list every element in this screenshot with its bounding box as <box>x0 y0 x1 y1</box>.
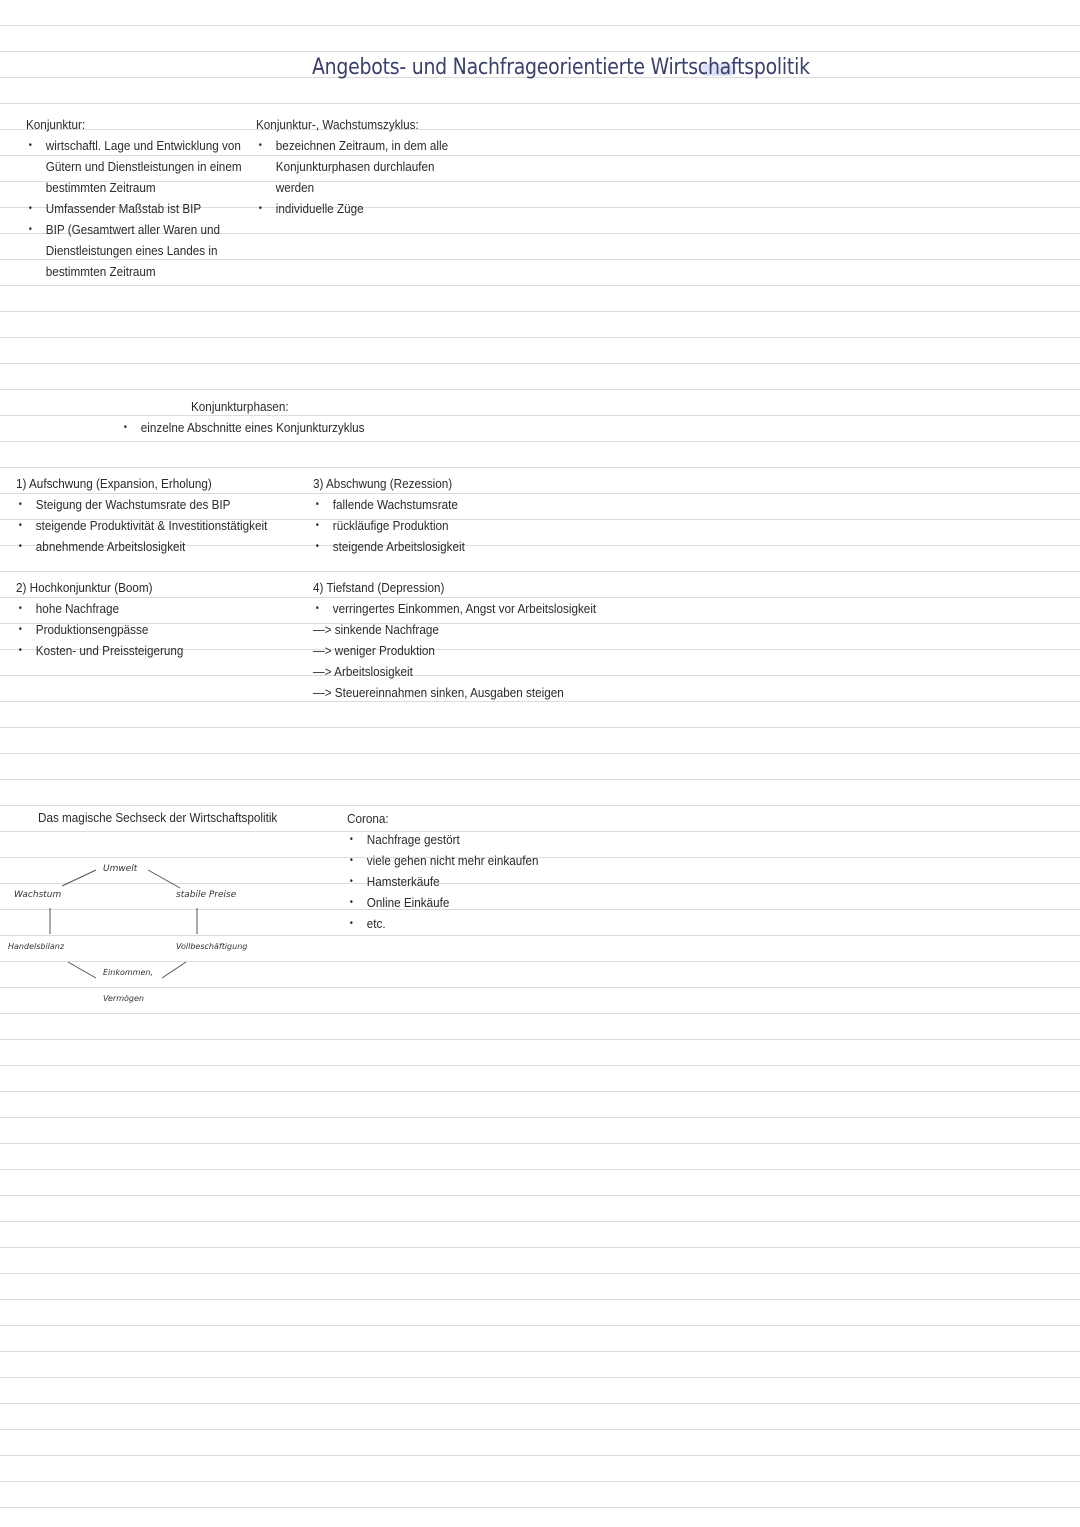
hex-vollbeschaeftigung: Vollbeschäftigung <box>176 942 248 951</box>
hex-edge <box>62 870 96 886</box>
aufschwung-heading: 1) Aufschwung (Expansion, Erholung) <box>16 476 212 491</box>
tiefstand-arrow-item: —> weniger Produktion <box>313 643 435 658</box>
corona-bullet: • viele gehen nicht mehr einkaufen <box>347 850 539 871</box>
abschwung-bullet: • fallende Wachstumsrate <box>313 494 465 515</box>
aufschwung-bullet: • steigende Produktivität & Investitionstätigkeit <box>16 515 267 536</box>
hex-umwelt: Umwelt <box>103 864 138 874</box>
hex-handelsbilanz: Handelsbilanz <box>8 942 65 951</box>
konjunktur-bullet: • BIP (Gesamtwert aller Waren und Dienstleistungen eines Landes in bestimmten Zeitraum <box>26 219 242 282</box>
corona-bullet: • Nachfrage gestört <box>347 829 539 850</box>
tiefstand-arrow-item: —> Arbeitslosigkeit <box>313 664 413 679</box>
zyklus-bullet: • individuelle Züge <box>256 198 448 219</box>
tiefstand-arrow-item: —> sinkende Nachfrage <box>313 622 439 637</box>
zyklus-section <box>256 114 448 219</box>
hex-stabile-preise: stabile Preise <box>176 890 237 900</box>
corona-section <box>347 808 539 934</box>
hex-edge <box>68 962 96 978</box>
page-title: Angebots- und Nachfrageorientierte Wirtschaftspolitik <box>312 55 810 80</box>
abschwung-heading: 3) Abschwung (Rezession) <box>313 476 453 491</box>
abschwung-section <box>313 473 465 557</box>
konjunktur-heading: Konjunktur: <box>26 117 86 132</box>
phasen-bullet: • einzelne Abschnitte eines Konjunkturzyklus <box>121 417 365 438</box>
konjunktur-bullet: • wirtschaftl. Lage und Entwicklung von Gütern und Dienstleistungen in einem bestimmten Zeitraum <box>26 135 242 198</box>
tiefstand-arrow-item: —> Steuereinnahmen sinken, Ausgaben steigen <box>313 685 564 700</box>
boom-bullet: • hohe Nachfrage <box>16 598 183 619</box>
boom-heading: 2) Hochkonjunktur (Boom) <box>16 580 153 595</box>
hex-edge <box>148 870 180 888</box>
hex-vermoegen: Vermögen <box>103 994 144 1003</box>
sechseck-heading: Das magische Sechseck der Wirtschaftspolitik <box>38 810 278 825</box>
aufschwung-bullet: • abnehmende Arbeitslosigkeit <box>16 536 267 557</box>
konjunktur-section <box>26 114 242 282</box>
abschwung-bullet: • rückläufige Produktion <box>313 515 465 536</box>
abschwung-bullet: • steigende Arbeitslosigkeit <box>313 536 465 557</box>
hex-wachstum: Wachstum <box>14 890 62 900</box>
boom-bullet: • Produktionsengpässe <box>16 619 183 640</box>
corona-heading: Corona: <box>347 811 389 826</box>
phasen-section <box>121 417 365 438</box>
boom-section <box>16 577 183 661</box>
phasen-heading: Konjunkturphasen: <box>191 399 289 414</box>
corona-bullet: • Hamsterkäufe <box>347 871 539 892</box>
aufschwung-bullet: • Steigung der Wachstumsrate des BIP <box>16 494 267 515</box>
corona-bullet: • etc. <box>347 913 539 934</box>
boom-bullet: • Kosten- und Preissteigerung <box>16 640 183 661</box>
corona-bullet: • Online Einkäufe <box>347 892 539 913</box>
zyklus-bullet: • bezeichnen Zeitraum, in dem alle Konjunkturphasen durchlaufen werden <box>256 135 448 198</box>
tiefstand-section <box>313 577 596 703</box>
hex-edge <box>162 962 186 978</box>
aufschwung-section <box>16 473 267 557</box>
zyklus-heading: Konjunktur-, Wachstumszyklus: <box>256 117 419 132</box>
konjunktur-bullet: • Umfassender Maßstab ist BIP <box>26 198 242 219</box>
tiefstand-bullet: • verringertes Einkommen, Angst vor Arbeitslosigkeit <box>313 598 596 619</box>
hex-einkommen: Einkommen, <box>103 968 153 977</box>
tiefstand-heading: 4) Tiefstand (Depression) <box>313 580 445 595</box>
